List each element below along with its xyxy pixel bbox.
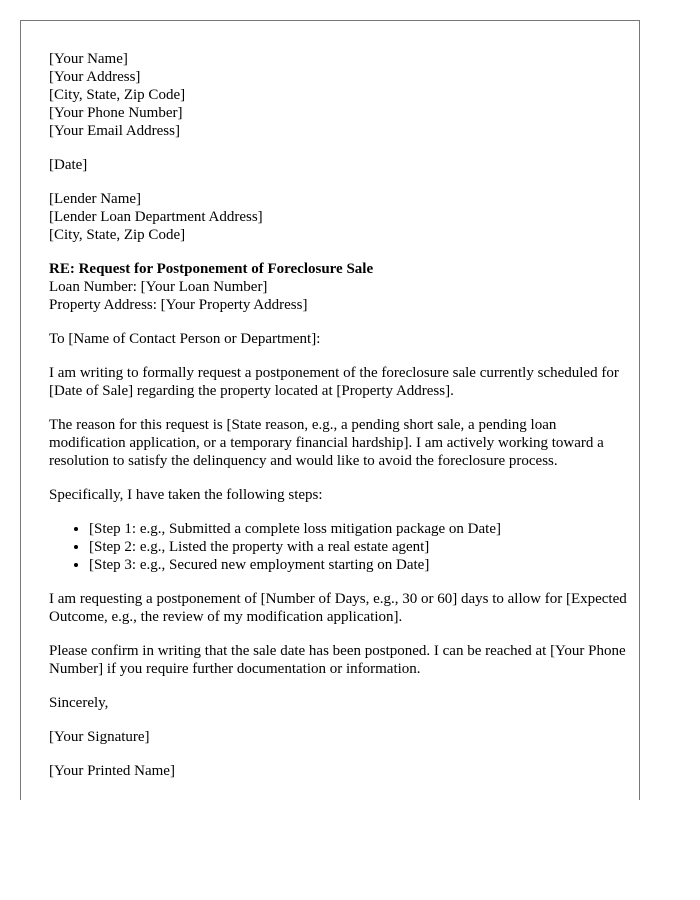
- body-paragraph-4: I am requesting a postponement of [Number of Days, e.g., 30 or 60] days to allow for [Expected Outcome, e.g., the review of my modification application].: [49, 591, 627, 625]
- lender-city-state-zip: [City, State, Zip Code]: [49, 227, 186, 243]
- sender-phone: [Your Phone Number]: [49, 105, 183, 121]
- body-paragraph-3: Specifically, I have taken the following steps:: [49, 487, 323, 503]
- sender-name: [Your Name]: [49, 51, 128, 67]
- body-paragraph-2: The reason for this request is [State reason, e.g., a pending short sale, a pending loan modification application, or a temporary financial hardship]. I am actively working toward a resolution to satisfy the delinquency and would like to avoid the foreclosure process.: [49, 417, 604, 469]
- property-address-line: Property Address: [Your Property Address]: [49, 297, 308, 313]
- date-block: [49, 156, 639, 174]
- sender-block: [49, 50, 639, 140]
- body-paragraph-1: I am writing to formally request a postponement of the foreclosure sale currently scheduled for [Date of Sale] regarding the property located at [Property Address].: [49, 365, 619, 399]
- sender-address: [Your Address]: [49, 69, 141, 85]
- letter-page: [20, 20, 640, 800]
- loan-number-line: Loan Number: [Your Loan Number]: [49, 279, 268, 295]
- lender-department-address: [Lender Loan Department Address]: [49, 209, 263, 225]
- lender-block: [49, 190, 639, 244]
- salutation: To [Name of Contact Person or Department]:: [49, 331, 321, 347]
- signature: [Your Signature]: [49, 729, 150, 745]
- list-item: • [Step 1: e.g., Submitted a complete loss mitigation package on Date]: [89, 520, 639, 538]
- subject-block: [49, 260, 639, 314]
- closing: Sincerely,: [49, 695, 109, 711]
- letter-date: [Date]: [49, 157, 88, 173]
- steps-list: [49, 520, 639, 574]
- list-item: • [Step 3: e.g., Secured new employment starting on Date]: [89, 556, 639, 574]
- body-paragraph-5: Please confirm in writing that the sale date has been postponed. I can be reached at [Your Phone Number] if you require further documentation or information.: [49, 643, 626, 677]
- lender-name: [Lender Name]: [49, 191, 142, 207]
- sender-email: [Your Email Address]: [49, 123, 180, 139]
- list-item: • [Step 2: e.g., Listed the property with a real estate agent]: [89, 538, 639, 556]
- printed-name: [Your Printed Name]: [49, 763, 175, 779]
- sender-city-state-zip: [City, State, Zip Code]: [49, 87, 186, 103]
- re-line: RE: Request for Postponement of Foreclosure Sale: [49, 261, 374, 277]
